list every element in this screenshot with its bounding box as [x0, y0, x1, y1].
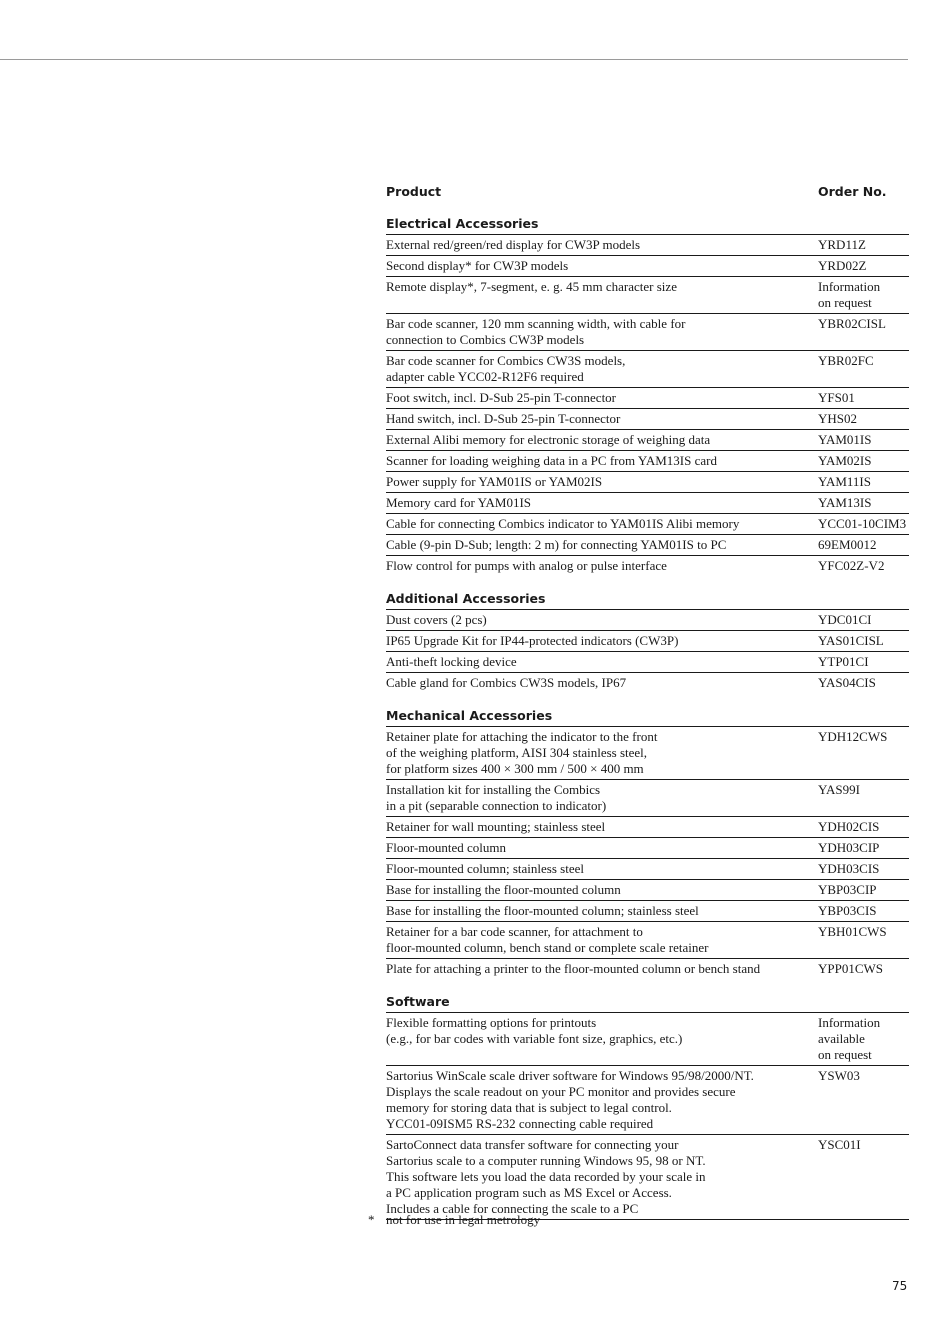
- table-row: [386, 652, 909, 673]
- order-number: YAM13IS: [818, 495, 872, 510]
- order-number: YBR02FC: [818, 353, 874, 368]
- table-row: [386, 673, 909, 693]
- order-number: YCC01-10CIM3: [818, 516, 907, 531]
- table-row: [386, 859, 909, 880]
- product-description: Base for installing the floor-mounted column: [386, 882, 621, 897]
- order-number: YDC01CI: [818, 612, 872, 627]
- order-number: YFS01: [818, 390, 855, 405]
- table-row: [386, 901, 909, 922]
- footnote: [368, 1211, 540, 1229]
- product-description: Floor-mounted column; stainless steel: [386, 861, 584, 876]
- order-number: YAM01IS: [818, 432, 872, 447]
- section-title: Electrical Accessories: [386, 215, 909, 235]
- product-description: External Alibi memory for electronic storage of weighing data: [386, 432, 711, 447]
- table-row: [386, 959, 909, 979]
- table-row: [386, 556, 909, 576]
- product-description: Installation kit for installing the Combics in a pit (separable connection to indicator): [386, 782, 607, 813]
- order-number: YPP01CWS: [818, 961, 884, 976]
- order-number: YDH02CIS: [818, 819, 880, 834]
- footnote-text: not for use in legal metrology: [386, 1212, 541, 1227]
- table-row: [386, 780, 909, 817]
- product-description: Power supply for YAM01IS or YAM02IS: [386, 474, 603, 489]
- product-description: Dust covers (2 pcs): [386, 612, 487, 627]
- product-description: Memory card for YAM01IS: [386, 495, 532, 510]
- product-description: Plate for attaching a printer to the floor-mounted column or bench stand: [386, 961, 761, 976]
- order-number: YFC02Z-V2: [818, 558, 885, 573]
- order-number: YAM11IS: [818, 474, 871, 489]
- order-number: YAS01CISL: [818, 633, 884, 648]
- product-description: External red/green/red display for CW3P models: [386, 237, 641, 252]
- table-row: [386, 314, 909, 351]
- page-number: 75: [892, 1279, 908, 1293]
- top-rule: [0, 59, 908, 60]
- table-row: [386, 922, 909, 959]
- order-number: YTP01CI: [818, 654, 869, 669]
- section: [386, 215, 909, 576]
- table-row: [386, 388, 909, 409]
- order-number: YDH03CIP: [818, 840, 880, 855]
- table-row: [386, 351, 909, 388]
- order-number: YDH03CIS: [818, 861, 880, 876]
- table-row: [386, 1066, 909, 1135]
- table-row: [386, 235, 909, 256]
- product-description: Foot switch, incl. D-Sub 25-pin T-connector: [386, 390, 617, 405]
- product-description: Floor-mounted column: [386, 840, 506, 855]
- product-column-header: Product: [386, 184, 442, 199]
- order-number: YDH12CWS: [818, 729, 888, 744]
- table-row: [386, 1013, 909, 1066]
- order-number: YSW03: [818, 1068, 860, 1083]
- product-description: Flow control for pumps with analog or pulse interface: [386, 558, 667, 573]
- table-row: [386, 256, 909, 277]
- section-title: Mechanical Accessories: [386, 707, 909, 727]
- product-description: Flexible formatting options for printouts (e.g., for bar codes with variable font size, graphics, etc.): [386, 1015, 683, 1046]
- accessories-table: [386, 183, 909, 1220]
- product-description: Cable (9-pin D-Sub; length: 2 m) for connecting YAM01IS to PC: [386, 537, 727, 552]
- table-row: [386, 535, 909, 556]
- order-number: YBP03CIP: [818, 882, 877, 897]
- table-row: [386, 472, 909, 493]
- product-description: Cable for connecting Combics indicator to YAM01IS Alibi memory: [386, 516, 740, 531]
- product-description: Scanner for loading weighing data in a PC from YAM13IS card: [386, 453, 717, 468]
- footnote-mark: *: [368, 1212, 375, 1227]
- product-description: Second display* for CW3P models: [386, 258, 569, 273]
- order-number: 69EM0012: [818, 537, 877, 552]
- order-number: YRD11Z: [818, 237, 866, 252]
- section: [386, 707, 909, 979]
- table-row: [386, 430, 909, 451]
- order-number: YHS02: [818, 411, 858, 426]
- order-number: YAS99I: [818, 782, 860, 797]
- order-number: Information available on request: [818, 1015, 881, 1062]
- order-number: YBP03CIS: [818, 903, 877, 918]
- product-description: Bar code scanner, 120 mm scanning width, with cable for connection to Combics CW3P models: [386, 316, 686, 347]
- table-row: [386, 727, 909, 780]
- product-description: Hand switch, incl. D-Sub 25-pin T-connector: [386, 411, 621, 426]
- section: [386, 590, 909, 693]
- table-row: [386, 451, 909, 472]
- product-description: Retainer plate for attaching the indicator to the front of the weighing platform, AISI 304 stainless steel, for platform sizes 400 × 300 mm / 500 × 400 mm: [386, 729, 658, 776]
- product-description: Sartorius WinScale scale driver software for Windows 95/98/2000/NT. Displays the scale readout on your PC monitor and provides secure memory for storing data that is subject to legal control. YCC01-09ISM5 RS-232 connecting cable required: [386, 1068, 754, 1131]
- section-title: Additional Accessories: [386, 590, 909, 610]
- product-description: Retainer for a bar code scanner, for attachment to floor-mounted column, bench stand or complete scale retainer: [386, 924, 709, 955]
- product-description: IP65 Upgrade Kit for IP44-protected indicators (CW3P): [386, 633, 679, 648]
- table-row: [386, 817, 909, 838]
- table-row: [386, 409, 909, 430]
- order-number: YAM02IS: [818, 453, 872, 468]
- product-description: Remote display*, 7-segment, e. g. 45 mm character size: [386, 279, 677, 294]
- sections: [386, 215, 909, 1220]
- section-title: Software: [386, 993, 909, 1013]
- table-row: [386, 880, 909, 901]
- product-description: Base for installing the floor-mounted column; stainless steel: [386, 903, 699, 918]
- product-description: Cable gland for Combics CW3S models, IP67: [386, 675, 627, 690]
- order-no-column-header: Order No.: [818, 184, 887, 199]
- product-description: Anti-theft locking device: [386, 654, 517, 669]
- table-row: [386, 1135, 909, 1220]
- product-description: Bar code scanner for Combics CW3S models, adapter cable YCC02-R12F6 required: [386, 353, 626, 384]
- order-number: YBH01CWS: [818, 924, 887, 939]
- table-row: [386, 610, 909, 631]
- table-header: [386, 183, 909, 201]
- order-number: Information on request: [818, 279, 881, 310]
- order-number: YAS04CIS: [818, 675, 876, 690]
- table-row: [386, 838, 909, 859]
- table-row: [386, 631, 909, 652]
- order-number: YSC01I: [818, 1137, 861, 1152]
- product-description: Retainer for wall mounting; stainless steel: [386, 819, 606, 834]
- order-number: YRD02Z: [818, 258, 867, 273]
- table-row: [386, 514, 909, 535]
- table-row: [386, 493, 909, 514]
- table-row: [386, 277, 909, 314]
- product-description: SartoConnect data transfer software for connecting your Sartorius scale to a computer running Windows 95, 98 or NT. This software lets you load the data recorded by your scale in a PC application program such as MS Excel or Access. Includes a cable for connecting the scale to a PC: [386, 1137, 706, 1216]
- order-number: YBR02CISL: [818, 316, 886, 331]
- section: [386, 993, 909, 1220]
